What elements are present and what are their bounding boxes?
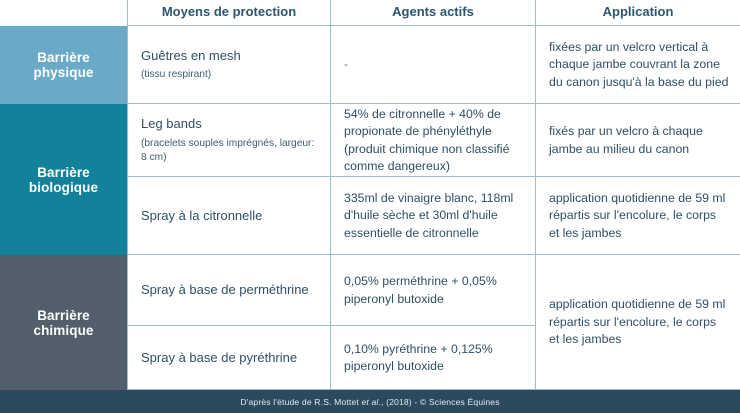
table-row bbox=[127, 104, 330, 177]
application-value: application quotidienne de 59 ml répartis sur l'encolure, le corps et les jambes bbox=[549, 297, 726, 347]
agents-value: 0,10% pyréthrine + 0,125% piperonyl butoxide bbox=[344, 341, 493, 373]
source-prefix: D'après l'étude de R.S. Mottet bbox=[240, 396, 362, 407]
moyen-label: Spray à la citronnelle bbox=[141, 207, 263, 223]
moyen-label: Spray à base de pyréthrine bbox=[141, 349, 298, 365]
table-row bbox=[535, 26, 740, 104]
table-row bbox=[127, 255, 330, 326]
application-value: fixés par un velcro à chaque jambe au milieu du canon bbox=[549, 124, 703, 156]
moyen-sublabel: (tissu respirant) bbox=[141, 69, 212, 81]
table-row bbox=[330, 255, 535, 326]
agents-value: 0,05% perméthrine + 0,05% piperonyl butoxide bbox=[344, 274, 497, 306]
table-row bbox=[127, 26, 330, 104]
table-row bbox=[330, 104, 535, 177]
table-row bbox=[330, 326, 535, 390]
table-corner-blank bbox=[0, 0, 127, 26]
source-suffix: ., (2018) - © Sciences Équines bbox=[378, 396, 500, 407]
source-credit bbox=[240, 397, 499, 407]
moyen-sublabel: (bracelets souples imprégnés, largeur: 8 cm) bbox=[141, 137, 315, 164]
column-header-moyens: Moyens de protection bbox=[127, 0, 330, 26]
agents-value: 54% de citronnelle + 40% de propionate de phényléthyle (produit chimique non classifié comme dangereux) bbox=[344, 106, 510, 173]
category-barriere-physique: Barrière physique bbox=[0, 26, 127, 104]
moyen-label: Guêtres en mesh bbox=[141, 48, 241, 64]
table-row bbox=[330, 177, 535, 255]
application-value: fixées par un velcro vertical à chaque jambe couvrant la zone du canon jusqu'à la base du pied bbox=[549, 39, 729, 89]
application-merged-chimique bbox=[535, 255, 740, 390]
moyen-label: Spray à base de perméthrine bbox=[141, 282, 309, 298]
column-header-application: Application bbox=[535, 0, 740, 26]
table-row bbox=[535, 104, 740, 177]
column-header-agents: Agents actifs bbox=[330, 0, 535, 26]
source-footer-bar bbox=[0, 390, 740, 413]
moyen-label: Leg bands bbox=[141, 116, 202, 132]
agents-value: 335ml de vinaigre blanc, 118ml d'huile sèche et 30ml d'huile essentielle de citronnelle bbox=[344, 190, 514, 240]
category-barriere-chimique: Barrière chimique bbox=[0, 255, 127, 390]
agents-value: - bbox=[344, 57, 349, 72]
table-row bbox=[330, 26, 535, 104]
table-row bbox=[127, 326, 330, 390]
table-row bbox=[127, 177, 330, 255]
application-value: application quotidienne de 59 ml répartis sur l'encolure, le corps et les jambes bbox=[549, 190, 726, 240]
source-italic: et al bbox=[361, 396, 379, 407]
category-barriere-biologique: Barrière biologique bbox=[0, 104, 127, 255]
table-row bbox=[535, 177, 740, 255]
